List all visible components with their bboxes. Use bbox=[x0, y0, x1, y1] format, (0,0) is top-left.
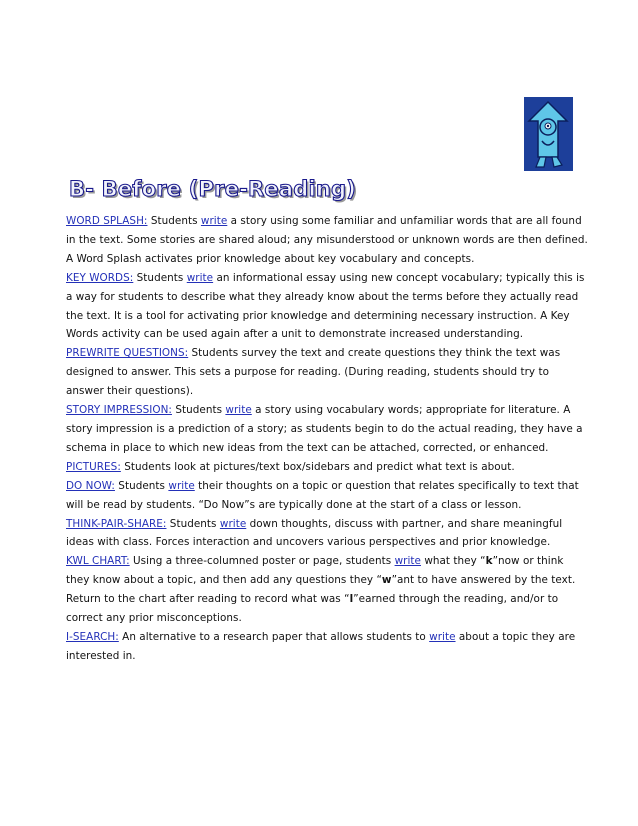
kwl-letter: k bbox=[485, 555, 493, 568]
write-link[interactable]: write bbox=[225, 404, 252, 417]
strategy-term[interactable]: THINK-PAIR-SHARE: bbox=[66, 517, 167, 530]
strategy-text: Students bbox=[114, 479, 169, 492]
strategy-i-search bbox=[66, 628, 588, 666]
kwl-letter: w bbox=[381, 574, 392, 587]
write-link[interactable]: write bbox=[200, 215, 228, 227]
strategy-prewrite-questions bbox=[66, 344, 588, 401]
strategy-kwl-chart bbox=[66, 552, 588, 628]
strategy-term[interactable]: KWL CHART: bbox=[66, 555, 130, 568]
kwl-letter: l bbox=[349, 593, 354, 606]
strategy-think-pair-share bbox=[66, 515, 588, 553]
strategy-text: ”earned through the reading, and/or to correct any prior misconceptions. bbox=[66, 593, 559, 625]
strategy-text: about a topic they are interested in. bbox=[66, 630, 576, 662]
strategy-text: down thoughts, discuss with partner, and share meaningful ideas with class. Forces interaction and uncovers various perspectives and prior knowledge. bbox=[66, 517, 563, 549]
strategy-text: An alternative to a research paper that allows students to bbox=[118, 630, 430, 643]
write-link[interactable]: write bbox=[219, 517, 247, 530]
strategy-text: an informational essay using new concept vocabulary; typically this is a way for students to describe what they already know about the terms before they actually read the text. It is a tool for activating prior knowledge and determining necessary instruction. A Key Words activity can be used again after a unit to demonstrate increased understanding. bbox=[66, 271, 585, 341]
strategy-text: Students bbox=[166, 517, 220, 530]
strategy-text: ”ant to have answered by the text. Return to the chart after reading to record what was “ bbox=[66, 574, 576, 606]
strategy-text: ”now or think they know about a topic, and then add any questions they “ bbox=[66, 555, 564, 587]
arrow-figure-icon bbox=[524, 97, 573, 171]
strategy-text: what they “ bbox=[420, 555, 486, 568]
page-title: B- Before (Pre-Reading) bbox=[69, 177, 357, 201]
write-link[interactable]: write bbox=[168, 479, 195, 492]
strategy-text: Students bbox=[171, 404, 226, 417]
strategy-text: Students bbox=[147, 215, 201, 227]
strategy-text: a story using vocabulary words; appropriate for literature. A story impression is a prediction of a story; as students begin to do the actual reading, they have a schema in place to which new ideas from the text can be attached, corrected, or enhanced. bbox=[66, 404, 583, 454]
strategy-key-words bbox=[66, 269, 588, 345]
strategy-text: Students survey the text and create questions they think the text was designed to answer. This sets a purpose for reading. (During reading, students should try to answer their questions). bbox=[66, 347, 561, 398]
strategy-term[interactable]: PICTURES: bbox=[66, 460, 121, 473]
strategy-text: a story using some familiar and unfamiliar words that are all found in the text. Some stories are shared aloud; any misunderstood or unknown words are then defined. A Word Splash activates prior knowledge about key vocabulary and concepts. bbox=[66, 215, 588, 265]
write-link[interactable]: write bbox=[186, 271, 214, 284]
strategy-text: Using a three-columned poster or page, students bbox=[129, 555, 395, 568]
strategy-term[interactable]: KEY WORDS: bbox=[66, 271, 134, 284]
strategy-pictures bbox=[66, 458, 588, 477]
strategy-term[interactable]: I-SEARCH: bbox=[66, 630, 119, 643]
write-link[interactable]: write bbox=[429, 630, 456, 643]
strategy-term[interactable]: DO NOW: bbox=[66, 479, 115, 492]
strategy-text: their thoughts on a topic or question that relates specifically to text that will be read by students. “Do Now”s are typically done at the start of a class or lesson. bbox=[66, 479, 579, 511]
strategy-term[interactable]: PREWRITE QUESTIONS: bbox=[66, 347, 189, 360]
strategy-list bbox=[66, 212, 588, 666]
write-link[interactable]: write bbox=[394, 555, 421, 568]
strategy-text: Students look at pictures/text box/sidebars and predict what text is about. bbox=[120, 460, 515, 473]
strategy-do-now bbox=[66, 477, 588, 515]
strategy-word-splash bbox=[66, 212, 588, 269]
strategy-term[interactable]: STORY IMPRESSION: bbox=[66, 404, 172, 417]
strategy-text: Students bbox=[133, 271, 187, 284]
strategy-story-impression bbox=[66, 401, 588, 458]
strategy-term[interactable]: WORD SPLASH: bbox=[66, 215, 148, 227]
